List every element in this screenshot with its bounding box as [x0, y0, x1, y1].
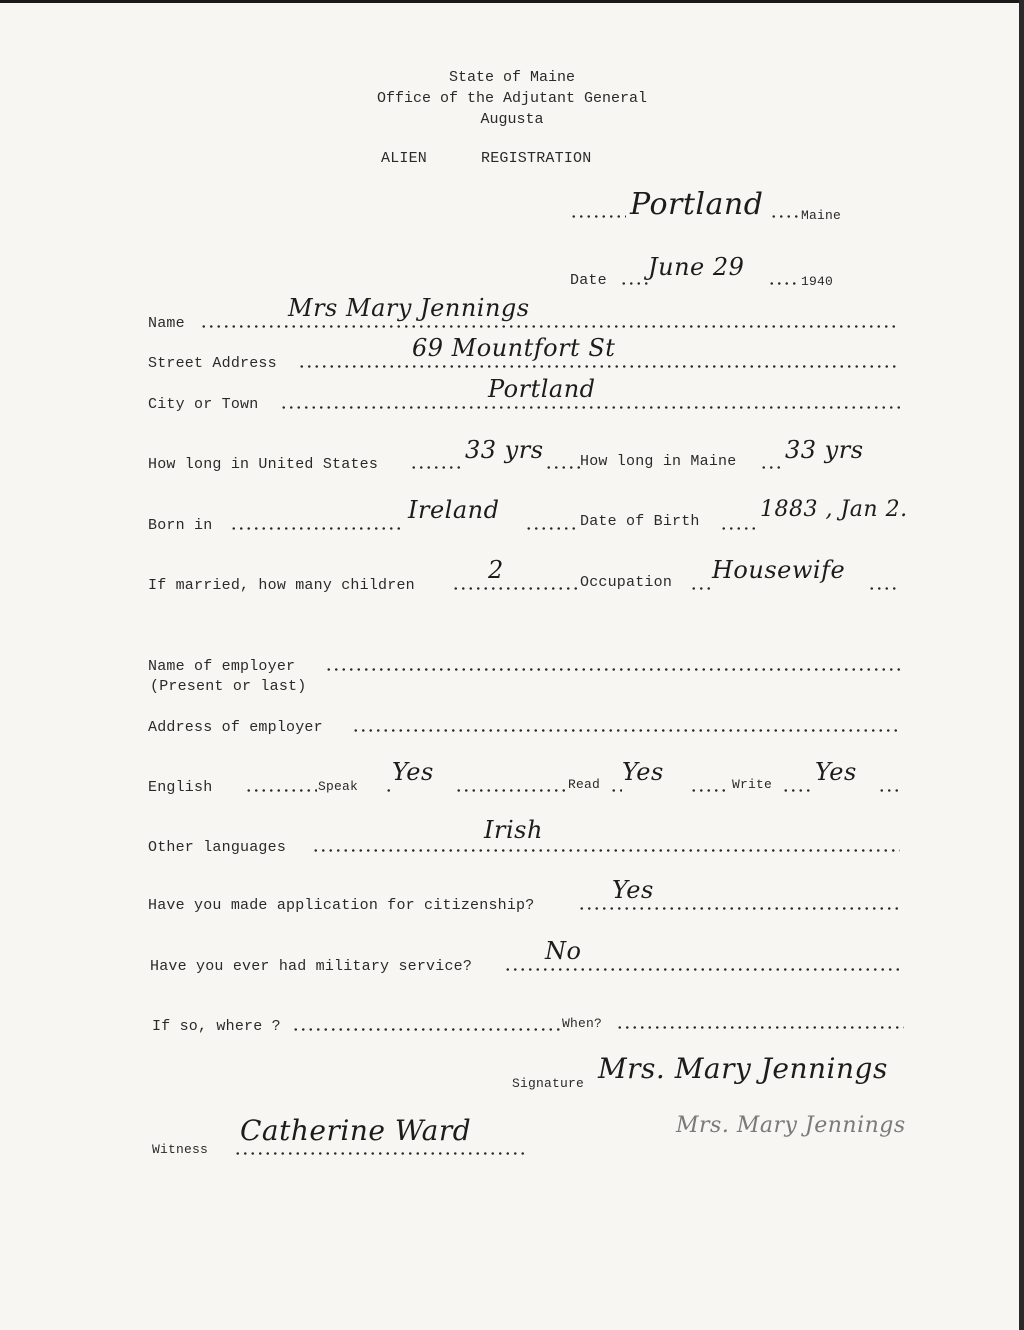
name-dots: [200, 325, 900, 328]
other-languages-dots: [312, 849, 900, 852]
english-dots: [245, 789, 317, 792]
employer-address-dots: [352, 729, 900, 732]
occupation-handwritten: Housewife: [712, 556, 846, 584]
write-dots-left: [782, 789, 812, 792]
where-dots: [292, 1028, 560, 1031]
military-dots: [504, 968, 902, 971]
header-office: Office of the Adjutant General: [376, 90, 648, 107]
children-handwritten: 2: [488, 556, 504, 584]
speak-dots-left: [385, 789, 395, 792]
scan-edge-top: [0, 0, 1024, 3]
occupation-dots-right: [868, 587, 900, 590]
place-dots-left: [570, 215, 626, 218]
street-dots: [298, 365, 900, 368]
place-suffix: Maine: [801, 208, 842, 223]
city-handwritten: Portland: [488, 375, 596, 403]
employer-label: Name of employer: [148, 658, 296, 675]
place-dots-right: [770, 215, 800, 218]
born-dots-left: [230, 527, 405, 530]
city-dots: [280, 406, 900, 409]
witness-handwritten: Catherine Ward: [240, 1114, 472, 1147]
date-handwritten: June 29: [648, 253, 745, 281]
occupation-dots-left: [690, 587, 712, 590]
employer-sublabel: (Present or last): [150, 678, 307, 695]
born-label: Born in: [148, 517, 213, 534]
dob-label: Date of Birth: [580, 513, 700, 530]
signature-label: Signature: [512, 1076, 585, 1091]
name-label: Name: [148, 315, 185, 332]
header-state: State of Maine: [448, 69, 576, 86]
read-label: Read: [568, 777, 601, 792]
header-city: Augusta: [480, 111, 544, 128]
read-handwritten: Yes: [622, 758, 664, 786]
citizenship-dots: [578, 907, 900, 910]
place-handwritten: Portland: [630, 187, 764, 222]
us-duration-handwritten: 33 yrs: [465, 436, 544, 464]
speak-label: Speak: [318, 779, 359, 794]
witness-dots: [234, 1152, 524, 1155]
us-duration-dots-right: [545, 466, 580, 469]
date-dots-right: [768, 282, 800, 285]
speak-handwritten: Yes: [392, 758, 434, 786]
maine-duration-label: How long in Maine: [580, 453, 737, 470]
city-label: City or Town: [148, 396, 259, 413]
born-dots-right: [525, 527, 577, 530]
children-label: If married, how many children: [148, 577, 415, 594]
dob-dots-left: [720, 527, 756, 530]
employer-dots: [325, 668, 900, 671]
employer-address-label: Address of employer: [148, 719, 323, 736]
when-label: When?: [562, 1016, 603, 1031]
citizenship-handwritten: Yes: [612, 876, 654, 904]
born-handwritten: Ireland: [408, 496, 500, 524]
street-label: Street Address: [148, 355, 277, 372]
occupation-label: Occupation: [580, 574, 673, 591]
citizenship-label: Have you made application for citizenship?: [148, 897, 535, 914]
scan-edge-right: [1019, 0, 1024, 1330]
when-dots: [616, 1026, 904, 1029]
street-handwritten: 69 Mountfort St: [412, 334, 616, 362]
dob-handwritten: 1883 , Jan 2.: [760, 497, 908, 522]
signature-pencil-note: Mrs. Mary Jennings: [676, 1113, 906, 1138]
speak-dots-right: [455, 789, 567, 792]
witness-label: Witness: [152, 1142, 209, 1157]
us-duration-label: How long in United States: [148, 456, 379, 473]
other-languages-label: Other languages: [148, 839, 287, 856]
military-label: Have you ever had military service?: [150, 958, 473, 975]
date-year: 1940: [801, 274, 834, 289]
form-title-registration: REGISTRATION: [481, 150, 592, 167]
where-label: If so, where ?: [152, 1018, 281, 1035]
signature-handwritten: Mrs. Mary Jennings: [598, 1052, 888, 1085]
maine-duration-dots-left: [760, 466, 782, 469]
read-dots-left: [610, 789, 622, 792]
read-dots-right: [690, 789, 730, 792]
us-duration-dots-left: [410, 466, 465, 469]
write-handwritten: Yes: [815, 758, 857, 786]
date-label: Date: [570, 272, 607, 289]
write-dots-right: [878, 789, 902, 792]
other-languages-handwritten: Irish: [484, 816, 543, 844]
form-title-alien: ALIEN: [381, 150, 428, 167]
name-handwritten: Mrs Mary Jennings: [288, 294, 530, 322]
english-label: English: [148, 779, 213, 796]
children-dots: [452, 587, 577, 590]
military-handwritten: No: [545, 937, 582, 965]
maine-duration-handwritten: 33 yrs: [785, 436, 864, 464]
date-dots-left: [620, 282, 648, 285]
write-label: Write: [732, 777, 773, 792]
